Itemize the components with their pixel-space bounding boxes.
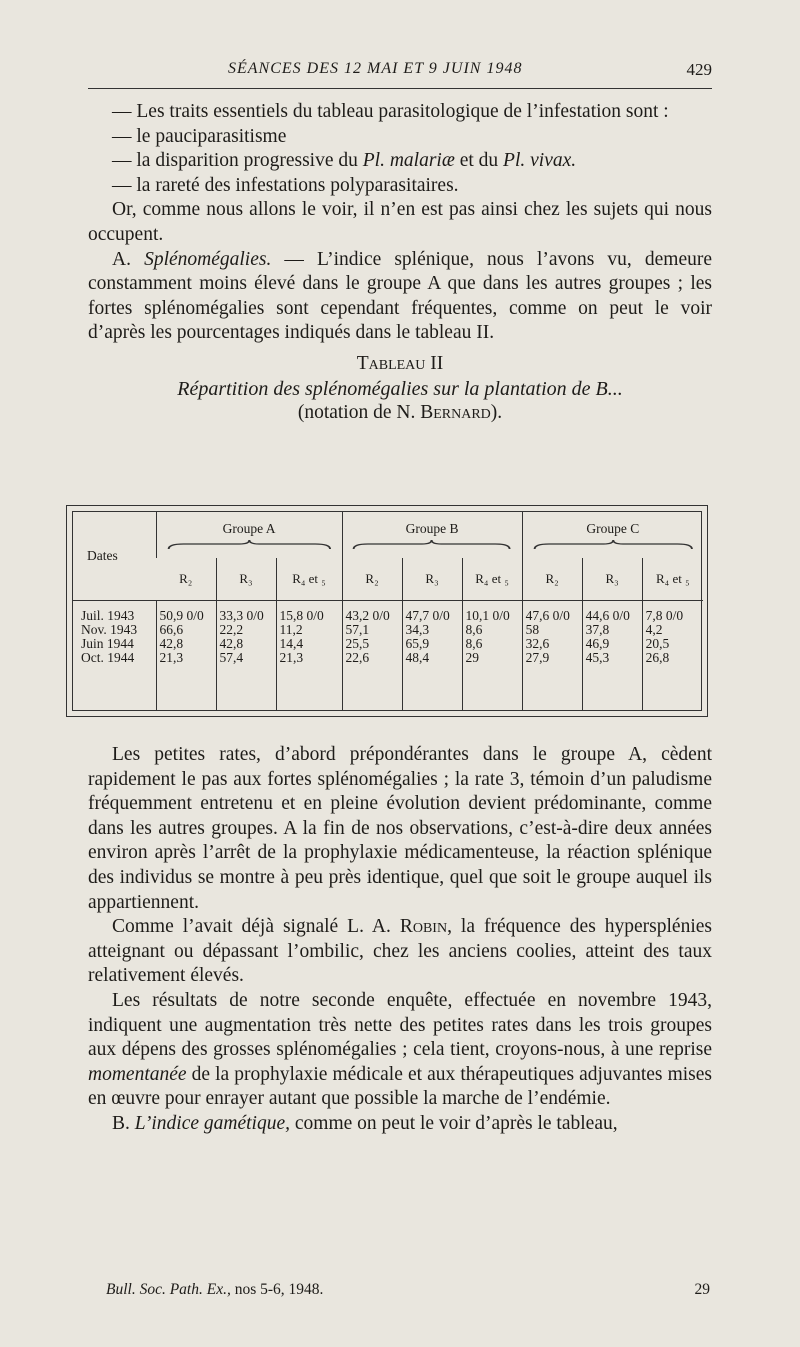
- subheader-row: [73, 558, 703, 601]
- cell: 45,3: [582, 651, 642, 665]
- group-header-row: [73, 512, 703, 558]
- cell: 47,6 0/0: [522, 609, 582, 623]
- cell: 42,8: [216, 637, 276, 651]
- subheader-r4-5: R₄ et ₅: [462, 558, 522, 601]
- table-label: [88, 352, 712, 377]
- brace-icon: [352, 540, 511, 550]
- group-label: Groupe A: [222, 520, 276, 536]
- cell: 48,4: [402, 651, 462, 665]
- cell: 10,1 0/0: [462, 609, 522, 623]
- brace-icon: [533, 540, 694, 550]
- table-row: [73, 637, 703, 651]
- paragraph: [88, 1112, 712, 1137]
- cell: 8,6: [462, 623, 522, 637]
- signature-number: 29: [694, 1281, 710, 1298]
- cell: 7,8 0/0: [642, 609, 703, 623]
- row-date: Juil. 1943: [81, 608, 135, 623]
- text-span: comme on peut le voir d’après le tableau,: [294, 1112, 618, 1134]
- body-text-bottom: [88, 743, 712, 1137]
- emphasis: momentanée: [88, 1063, 187, 1085]
- cell: 8,6: [462, 637, 522, 651]
- cell: 47,7 0/0: [402, 609, 462, 623]
- text-span: Comme l’avait déjà signalé L. A.: [112, 916, 391, 938]
- cell: 58: [522, 623, 582, 637]
- paragraph: — le pauciparasitisme: [112, 125, 287, 147]
- journal-citation: [106, 1281, 323, 1299]
- cell: 66,6: [156, 623, 216, 637]
- cell: 34,3: [402, 623, 462, 637]
- group-header-a: [156, 512, 342, 558]
- cell: 21,3: [156, 651, 216, 665]
- cell: 32,6: [522, 637, 582, 651]
- page-footer: [88, 1281, 712, 1305]
- paragraph: — la rareté des infestations polyparasitaires.: [112, 174, 459, 196]
- text-span: de la prophylaxie médicale et aux thérapeutiques adjuvantes mises en œuvre pour enrayer autant que possible la marche de l’endémie.: [88, 1063, 712, 1110]
- page-number: 429: [686, 60, 712, 79]
- subheader-r3: R₃: [216, 558, 276, 601]
- text-span: Les résultats de notre seconde enquête, effectuée en novembre 1943, indiquent une augmentation très nette des petites rates dans les trois groupes aux dépens des grosses splénomégalies ; cela tient, croyons-nous, à une reprise: [88, 989, 712, 1061]
- running-head-title: SÉANCES DES 12 MAI ET 9 JUIN 1948: [228, 60, 523, 77]
- text-span: , la fréquence des hypersplénies atteignant ou dépassant l’ombilic, chez les anciens coolies, atteint des taux relativement élevés.: [88, 916, 713, 987]
- section-label: B.: [112, 1112, 130, 1134]
- table-row: [73, 651, 703, 665]
- text-span: — L’indice splénique, nous l’avons vu, demeure constamment moins élevé dans le groupe A que dans les autres groupes ; les fortes splénomégalies sont cependant fréquentes, comme on peut le voir d’après les pourcentages indiqués dans le tableau II.: [88, 248, 713, 344]
- table-ii: [66, 505, 708, 717]
- table-inner-frame: [72, 511, 702, 711]
- cell: 44,6 0/0: [582, 609, 642, 623]
- subheader-r2: R₂: [522, 558, 582, 601]
- species-name: Pl. malariæ: [362, 150, 455, 172]
- section-title: Splénomégalies.: [144, 248, 272, 270]
- subheader-r4-5: R₄ et ₅: [642, 558, 703, 601]
- paragraph: [88, 989, 712, 1112]
- cell: 22,2: [216, 623, 276, 637]
- splenomegaly-table: [73, 512, 703, 710]
- paragraph: Or, comme nous allons le voir, il n’en est pas ainsi chez les sujets qui nous occupent.: [88, 199, 712, 245]
- running-head: [88, 56, 712, 86]
- text-span: — la disparition progressive du: [112, 150, 358, 172]
- section-label: A.: [112, 248, 131, 270]
- table-caption-notation: [88, 401, 712, 426]
- paragraph: Les petites rates, d’abord prépondérantes dans le groupe A, cèdent rapidement le pas aux fortes splénomégalies ; la rate 3, témoin d’un paludisme fréquemment entretenu et en pleine évolution devient prédominante, comme dans les autres groupes. A la fin de nos observations, c’est-à-dire deux années environ après l’arrêt de la prophylaxie médicamenteuse, la réaction splénique des individus se montre à peu près identique, quel que soit le groupe auquel ils appartiennent.: [88, 744, 712, 913]
- table-row: [73, 623, 703, 637]
- body-text-top: [88, 100, 712, 426]
- cell: 33,3 0/0: [216, 609, 276, 623]
- journal-issue: nos 5-6, 1948.: [234, 1281, 324, 1298]
- text-span: (notation de N.: [297, 402, 416, 424]
- cell: 20,5: [642, 637, 703, 651]
- cell: 25,5: [342, 637, 402, 651]
- text-span: ).: [490, 402, 503, 424]
- author-name: Bernard: [420, 402, 491, 424]
- group-header-b: [342, 512, 522, 558]
- cell: 27,9: [522, 651, 582, 665]
- header-rule: [88, 88, 712, 89]
- cell: 65,9: [402, 637, 462, 651]
- species-name: Pl. vivax.: [503, 150, 577, 172]
- brace-icon: [167, 540, 332, 550]
- cell: 57,1: [342, 623, 402, 637]
- paragraph: — Les traits essentiels du tableau parasitologique de l’infestation sont :: [112, 101, 669, 122]
- cell: 22,6: [342, 651, 402, 665]
- cell: 26,8: [642, 651, 703, 665]
- table-caption-italic: Répartition des splénomégalies sur la plantation de B...: [177, 377, 623, 400]
- text-span: et du: [459, 150, 499, 172]
- cell: 57,4: [216, 651, 276, 665]
- table-caption: [88, 377, 712, 402]
- cell: 14,4: [276, 637, 342, 651]
- cell: 21,3: [276, 651, 342, 665]
- paragraph: [88, 149, 712, 174]
- group-header-c: [522, 512, 703, 558]
- cell: 46,9: [582, 637, 642, 651]
- paragraph: [88, 915, 712, 989]
- table-label-text: Tableau II: [356, 352, 444, 374]
- subheader-r2: R₂: [156, 558, 216, 601]
- cell: 11,2: [276, 623, 342, 637]
- cell: 15,8 0/0: [276, 609, 342, 623]
- cell: 42,8: [156, 637, 216, 651]
- cell: 37,8: [582, 623, 642, 637]
- row-date: Nov. 1943: [81, 622, 138, 637]
- paragraph: [88, 248, 712, 346]
- cell: 50,9 0/0: [156, 609, 216, 623]
- journal-title: Bull. Soc. Path. Ex.,: [106, 1281, 231, 1298]
- cell: 29: [462, 651, 522, 665]
- author-name: Robin: [399, 916, 448, 938]
- table-tail: [73, 665, 703, 710]
- section-title: L’indice gamétique,: [134, 1112, 291, 1134]
- subheader-r3: R₃: [402, 558, 462, 601]
- table-row: [73, 609, 703, 623]
- group-label: Groupe B: [405, 520, 459, 536]
- subheader-r3: R₃: [582, 558, 642, 601]
- cell: 43,2 0/0: [342, 609, 402, 623]
- row-date: Oct. 1944: [81, 650, 135, 665]
- cell: 4,2: [642, 623, 703, 637]
- subheader-r4-5: R₄ et ₅: [276, 558, 342, 601]
- subheader-r2: R₂: [342, 558, 402, 601]
- group-label: Groupe C: [586, 520, 640, 536]
- row-date: Juin 1944: [81, 636, 134, 651]
- dates-header: Dates: [73, 512, 156, 601]
